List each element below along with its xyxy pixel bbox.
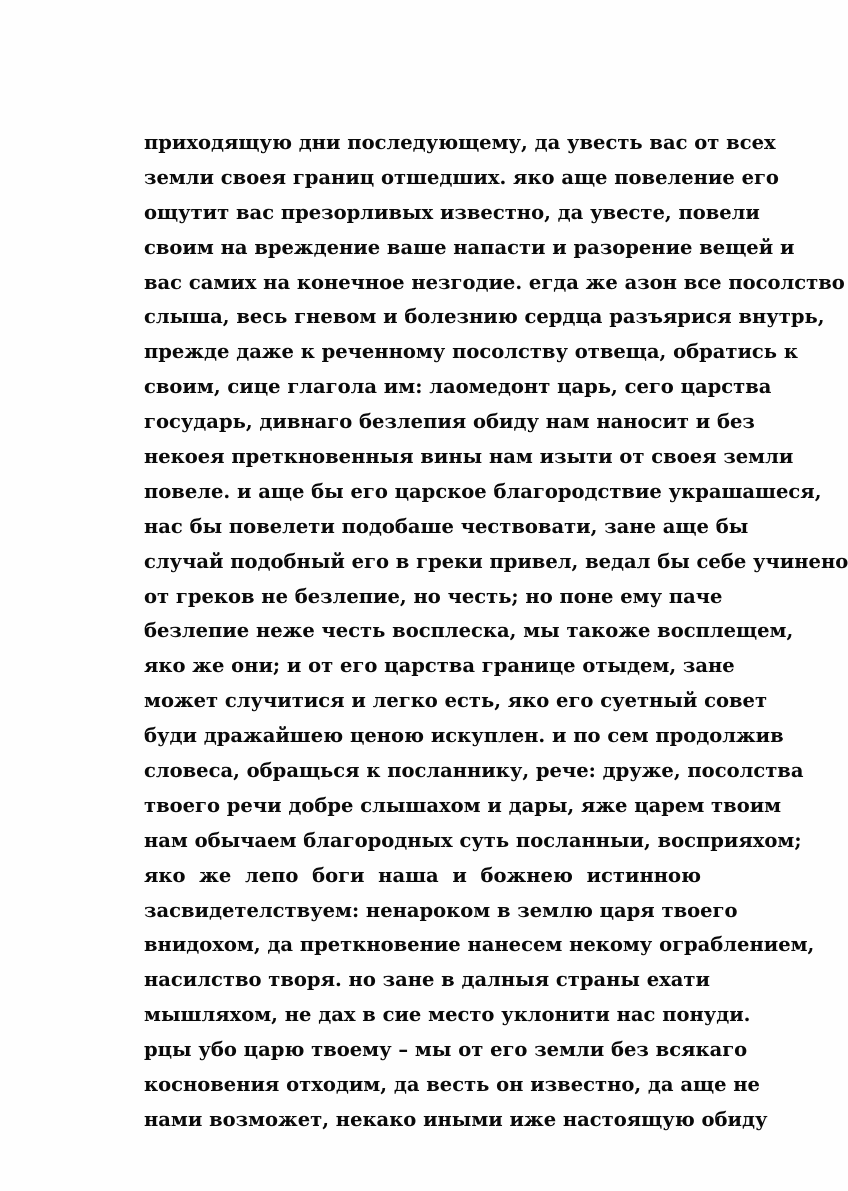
text-line: засвидетелствуем: ненароком в землю царя твоего xyxy=(144,898,738,922)
text-line: ощутит вас презорливых известно, да увесте, повели xyxy=(144,200,760,224)
text-line: косновения отходим, да весть он известно, да аще не xyxy=(144,1073,760,1097)
text-line: яко же лепо боги наша и божнею истинною xyxy=(144,863,701,887)
text-line: буди дражайшею ценою искуплен. и по сем продолжив xyxy=(144,724,784,748)
text-line: словеса, обращься к посланнику, рече: друже, посолства xyxy=(144,759,804,783)
text-line: яко же они; и от его царства границе отыдем, зане xyxy=(144,654,735,678)
text-line: может случитися и легко есть, яко его суетный совет xyxy=(144,689,768,713)
text-line: приходящую дни последующему, да увесть вас от всех xyxy=(144,131,776,154)
text-line: рцы убо царю твоему – мы от его земли без всякаго xyxy=(144,1038,748,1062)
text-block xyxy=(144,126,848,1138)
text-line: вас самих на конечное незгодие. егда же азон все посолство xyxy=(144,270,845,294)
text-line: внидохом, да преткновение нанесем некому ограблением, xyxy=(144,933,815,957)
text-line: некоея преткновенныя вины нам изыти от своея земли xyxy=(144,445,794,469)
text-line: твоего речи добре слышахом и дары, яже царем твоим xyxy=(144,793,782,817)
text-line: безлепие неже честь восплеска, мы такоже восплещем, xyxy=(144,619,794,643)
text-line: повеле. и аще бы его царское благородствие украшашеся, xyxy=(144,479,822,503)
text-line: своим на вреждение ваше напасти и разорение вещей и xyxy=(144,235,795,259)
text-line: нами возможет, некако иными иже настоящую обиду xyxy=(144,1107,768,1131)
text-line: слыша, весь гневом и болезнию сердца разъярися внутрь, xyxy=(144,305,825,329)
text-line: случай подобный его в греки привел, ведал бы себе учинено xyxy=(144,549,848,573)
text-line: мышляхом, не дах в сие место уклонити нас понуди. xyxy=(144,1003,751,1027)
text-line: от греков не безлепие, но честь; но поне ему паче xyxy=(144,584,723,608)
text-line: насилство творя. но зане в далныя страны ехати xyxy=(144,968,710,992)
text-line: нас бы повелети подобаше чествовати, зане аще бы xyxy=(144,514,749,538)
text-line: своим, сице глагола им: лаомедонт царь, сего царства xyxy=(144,375,772,399)
text-line: нам обычаем благородных суть посланныи, восприяхом; xyxy=(144,828,802,852)
text-line: государь, дивнаго безлепия обиду нам наносит и без xyxy=(144,410,755,434)
text-line: земли своея границ отшедших. яко аще повеление его xyxy=(144,165,779,189)
text-line: прежде даже к реченному посолству отвеща, обратись к xyxy=(144,340,798,364)
